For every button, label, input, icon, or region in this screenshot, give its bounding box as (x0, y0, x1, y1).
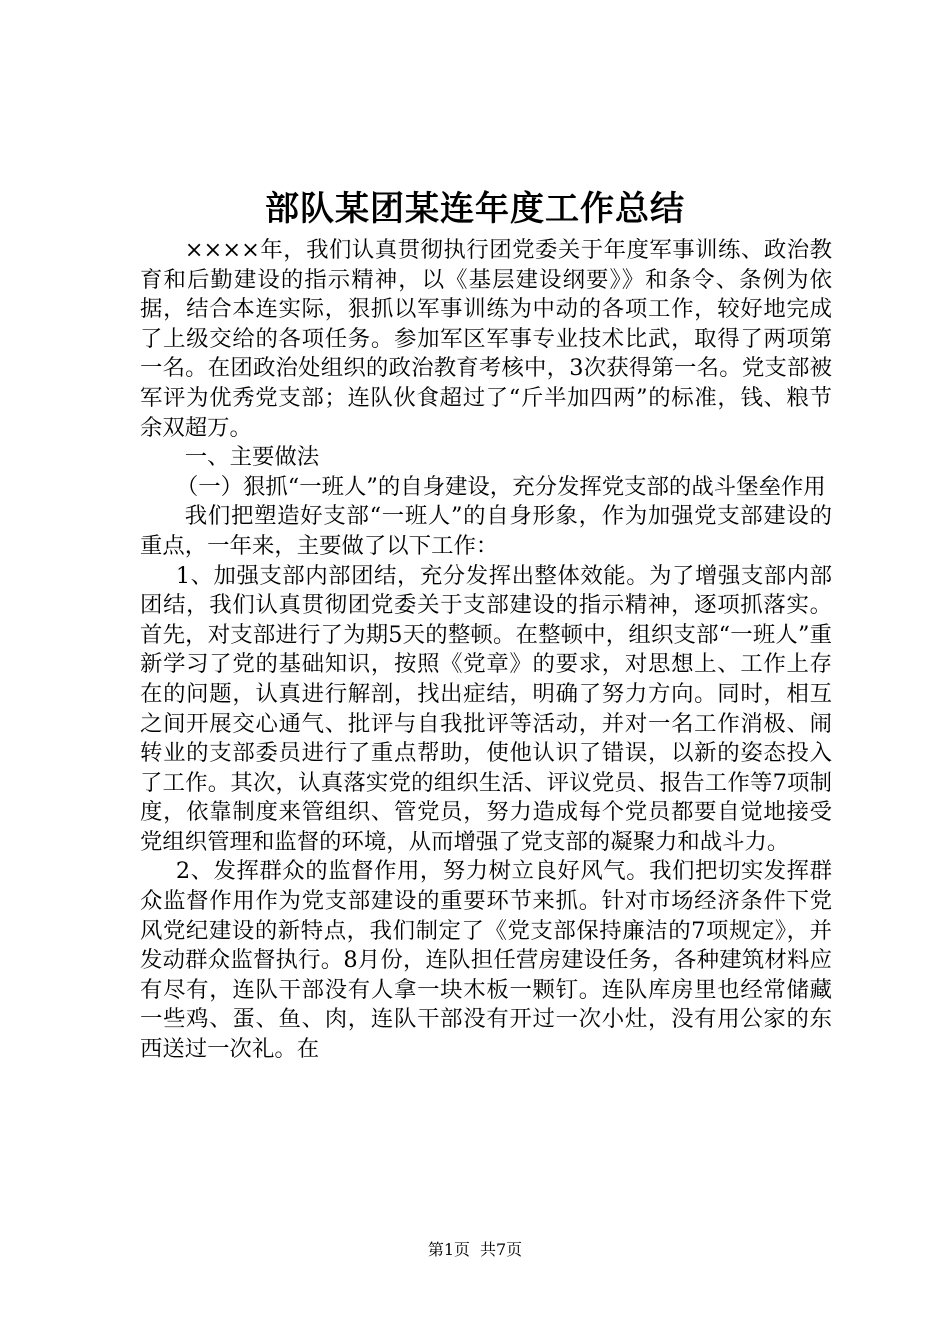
intro-paragraph: ××××年，我们认真贯彻执行团党委关于年度军事训练、政治教育和后勤建设的指示精神，以《基层建设纲要》》和条令、条例为依据，结合本连实际，狠抓以军事训练为中动的各项工作，较好地完成了上级交给的各项任务。参加军区军事专业技术比武，取得了两项第一名。在团政治处组织的政治教育考核中，3次获得第一名。党支部被军评为优秀党支部；连队伙食超过了“斤半加四两”的标准，钱、粮节余双超万。 (140, 237, 832, 441)
subsection-heading: （一）狠抓“一班人”的自身建设，充分发挥党支部的战斗堡垒作用 (175, 473, 826, 500)
body-paragraph: 我们把塑造好支部“一班人”的自身形象，作为加强党支部建设的重点，一年来，主要做了以下工作： (140, 503, 832, 559)
page-footer (0, 1238, 950, 1262)
page-total: 共7页 (480, 1240, 523, 1259)
body-paragraph: 2、发挥群众的监督作用，努力树立良好风气。我们把切实发挥群众监督作用作为党支部建设的重要环节来抓。针对市场经济条件下党风党纪建设的新特点，我们制定了《党支部保持廉洁的7项规定》，并发动群众监督执行。8月份，连队担任营房建设任务，各种建筑材料应有尽有，连队干部没有人拿一块木板一颗钉。连队库房里也经常储藏一些鸡、蛋、鱼、肉，连队干部没有开过一次小灶，没有用公家的东西送过一次礼。在 (140, 858, 832, 1063)
document-body (140, 236, 832, 1065)
section-heading: 一、主要做法 (184, 444, 320, 471)
body-paragraph: 1、加强支部内部团结，充分发挥出整体效能。为了增强支部内部团结，我们认真贯彻团党委关于支部建设的指示精神，逐项抓落实。首先，对支部进行了为期5天的整顿。在整顿中，组织支部“一班人”重新学习了党的基础知识，按照《党章》的要求，对思想上、工作上存在的问题，认真进行解剖，找出症结，明确了努力方向。同时，相互之间开展交心通气、批评与自我批评等活动，并对一名工作消极、闹转业的支部委员进行了重点帮助，使他认识了错误，以新的姿态投入了工作。其次，认真落实党的组织生活、评议党员、报告工作等7项制度，依靠制度来管组织、管党员，努力造成每个党员都要自觉地接受党组织管理和监督的环境，从而增强了党支部的凝聚力和战斗力。 (140, 562, 832, 855)
document-title: 部队某团某连年度工作总结 (265, 189, 685, 229)
page-number: 第1页 (427, 1240, 470, 1259)
